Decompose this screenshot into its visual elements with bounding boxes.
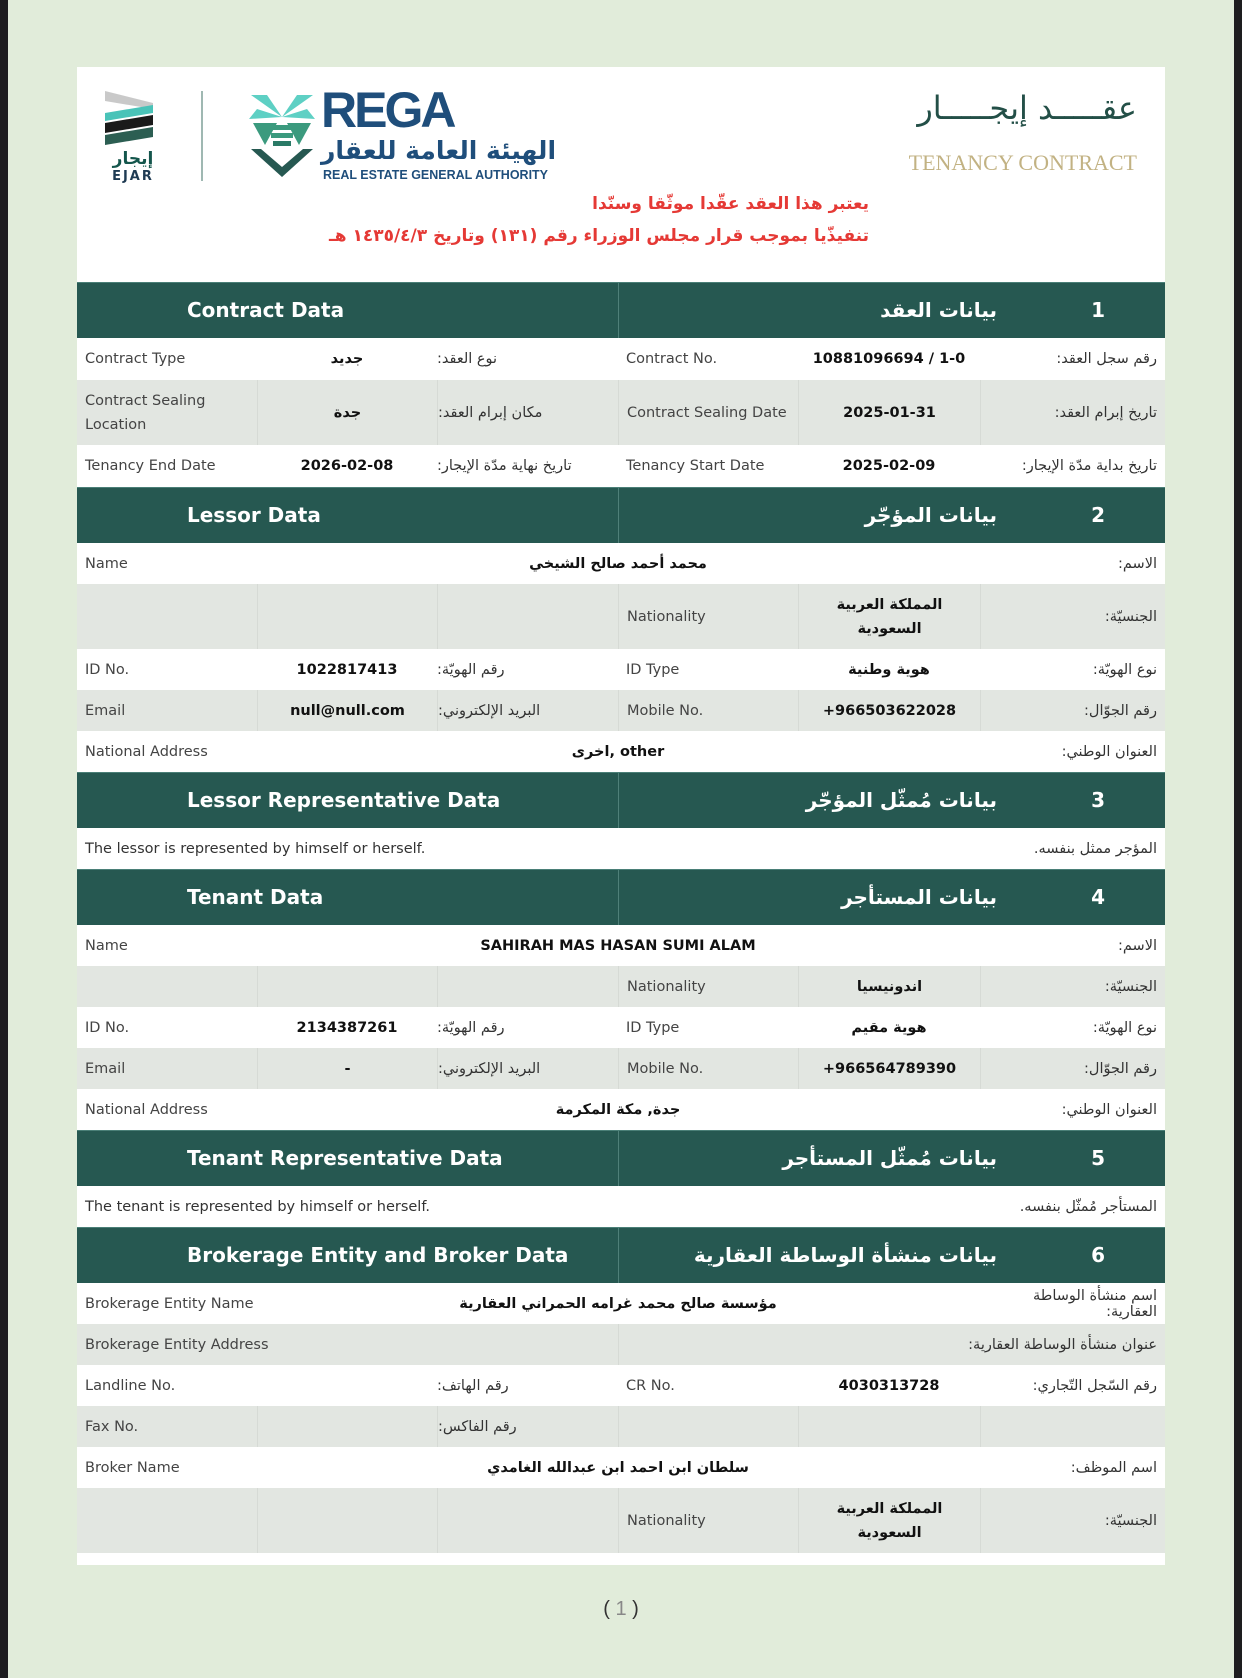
field-value: المملكة العربية السعودية: [798, 584, 980, 649]
field-label-en: Mobile No.: [618, 690, 798, 731]
page-number-close: ): [632, 1598, 639, 1620]
representation-text-en: The lessor is represented by himself or herself.: [85, 840, 426, 857]
field-value: جدة: [257, 380, 437, 445]
field-label-en: Contract Sealing Date: [618, 380, 798, 445]
empty-cell: [618, 1406, 798, 1447]
field-label-ar: نوع الهويّة:: [1092, 1019, 1157, 1036]
table-row: [77, 543, 1165, 584]
page-number-open: (: [603, 1598, 610, 1620]
ejar-logo: [101, 89, 161, 184]
ejar-logo-ar: إيجار: [112, 149, 154, 169]
field-value: +966503622028: [798, 690, 980, 731]
field-label-en: Tenancy End Date: [85, 458, 216, 474]
rega-logo-ar: الهيئة العامة للعقار: [321, 136, 557, 165]
field-label-ar: الجنسيّة:: [980, 966, 1165, 1007]
field-label-ar: رقم سجل العقد:: [1056, 351, 1157, 367]
field-label-ar: رقم الهاتف:: [437, 1377, 509, 1394]
legal-notice-line-2: تنفيذّيا بموجب قرار مجلس الوزراء رقم (١٣١) وتاريخ ١٤٣٥/٤/٣ هـ: [328, 226, 869, 246]
field-label-en: Contract Type: [85, 351, 186, 367]
window-frame-right: [1234, 0, 1242, 1678]
section-title-ar: بيانات المؤجّر: [864, 503, 997, 527]
field-label-en: Mobile No.: [618, 1048, 798, 1089]
rega-logo-subtitle: REAL ESTATE GENERAL AUTHORITY: [323, 168, 549, 182]
field-value: 2026-02-08: [300, 458, 394, 474]
legal-notice-line-1: يعتبر هذا العقد عقّدا موثّقا وسنّدا: [592, 194, 869, 214]
field-label-ar: عنوان منشأة الوساطة العقارية:: [618, 1324, 1165, 1365]
field-label-en: Name: [85, 555, 128, 572]
field-label-en: Name: [85, 937, 128, 954]
field-value: 1022817413: [296, 661, 398, 678]
field-value: محمد أحمد صالح الشيخي: [529, 555, 707, 572]
table-row: [77, 1283, 1165, 1324]
table-row: [77, 445, 1165, 487]
page-number-value: 1: [615, 1598, 627, 1620]
section-title-ar: بيانات المستأجر: [841, 885, 997, 909]
section-header: [77, 1227, 1165, 1283]
field-label-en: National Address: [85, 743, 208, 760]
field-label-ar: اسم الموظف:: [1070, 1459, 1157, 1476]
logo-divider: [201, 91, 203, 181]
section-title-en: Lessor Representative Data: [187, 788, 501, 812]
table-row: [77, 828, 1165, 869]
field-label-en: ID No.: [85, 1019, 130, 1036]
empty-cell: [437, 584, 618, 649]
table-row: [77, 1447, 1165, 1488]
field-label-en: CR No.: [626, 1377, 675, 1394]
section-title-ar: بيانات منشأة الوساطة العقارية: [693, 1243, 997, 1267]
document-header: [77, 67, 1165, 282]
rega-logo-en: REGA: [321, 82, 454, 138]
table-row: [77, 1406, 1165, 1447]
field-label-ar: رقم الهويّة:: [437, 661, 505, 678]
field-label-en: Brokerage Entity Name: [85, 1295, 254, 1312]
section-header: [77, 487, 1165, 543]
field-label-en: ID No.: [85, 661, 130, 678]
field-value: هوية وطنية: [848, 661, 930, 678]
representation-text-en: The tenant is represented by himself or herself.: [85, 1198, 430, 1215]
table-row: [77, 584, 1165, 649]
empty-cell: [257, 1406, 437, 1447]
section-title-en: Tenant Representative Data: [187, 1146, 503, 1170]
section-title-en: Contract Data: [187, 298, 345, 322]
field-value: جدة, مكة المكرمة: [555, 1101, 681, 1118]
field-label-ar: تاريخ بداية مدّة الإيجار:: [1021, 458, 1157, 474]
field-value: -: [257, 1048, 437, 1089]
field-value: هوية مقيم: [851, 1019, 927, 1036]
field-label-en: Tenancy Start Date: [626, 458, 765, 474]
section-lessor-representative: [77, 772, 1165, 869]
table-row: [77, 1089, 1165, 1130]
field-label-ar: رقم الهويّة:: [437, 1019, 505, 1036]
empty-cell: [798, 1406, 980, 1447]
field-value: جديد: [330, 351, 364, 367]
window-frame-left: [0, 0, 8, 1678]
field-label-en: Nationality: [618, 1488, 798, 1553]
table-row: [77, 925, 1165, 966]
field-value: +966564789390: [798, 1048, 980, 1089]
field-label-ar: العنوان الوطني:: [1061, 743, 1157, 760]
field-label-en: ID Type: [626, 1019, 680, 1036]
section-title-en: Tenant Data: [187, 885, 324, 909]
field-label-ar: البريد الإلكتروني:: [437, 690, 618, 731]
empty-cell: [437, 1488, 618, 1553]
empty-cell: [77, 584, 257, 649]
field-label-ar: البريد الإلكتروني:: [437, 1048, 618, 1089]
table-row: [77, 1488, 1165, 1553]
document-page: [77, 67, 1165, 1565]
section-lessor-data: [77, 487, 1165, 772]
field-label-ar: رقم الجوّال:: [980, 1048, 1165, 1089]
field-label-ar: نوع العقد:: [437, 351, 498, 367]
field-label-ar: رقم السّجل التّجاري:: [1032, 1377, 1157, 1394]
section-title-ar: بيانات العقد: [880, 298, 997, 322]
section-number: 2: [1091, 503, 1105, 527]
section-header: [77, 772, 1165, 828]
ejar-logo-en: EJAR: [112, 169, 154, 184]
table-row: [77, 1048, 1165, 1089]
empty-cell: [257, 1488, 437, 1553]
field-label-ar: تاريخ نهاية مدّة الإيجار:: [437, 458, 572, 474]
section-brokerage-data: [77, 1227, 1165, 1553]
table-row: [77, 1007, 1165, 1048]
section-title-en: Brokerage Entity and Broker Data: [187, 1243, 569, 1267]
field-label-ar: الاسم:: [1118, 937, 1157, 954]
section-number: 3: [1091, 788, 1105, 812]
section-number: 6: [1091, 1243, 1105, 1267]
field-label-ar: الجنسيّة:: [980, 584, 1165, 649]
table-row: [77, 966, 1165, 1007]
field-label-ar: الجنسيّة:: [980, 1488, 1165, 1553]
empty-cell: [257, 1365, 437, 1406]
empty-cell: [257, 966, 437, 1007]
empty-cell: [980, 1406, 1165, 1447]
field-value: 2025-02-09: [842, 458, 936, 474]
field-value: null@null.com: [257, 690, 437, 731]
field-value: اخرى, other: [571, 743, 665, 760]
field-label-ar: العنوان الوطني:: [1061, 1101, 1157, 1118]
field-value: 4030313728: [838, 1377, 940, 1394]
rega-palm-icon: [247, 89, 317, 179]
field-label-ar: تاريخ إبرام العقد:: [980, 380, 1165, 445]
section-contract-data: [77, 282, 1165, 487]
field-value: 2134387261: [296, 1019, 398, 1036]
field-label-en: Contract Sealing Location: [85, 392, 206, 433]
section-tenant-representative: [77, 1130, 1165, 1227]
field-label-en: ID Type: [626, 661, 680, 678]
empty-cell: [437, 966, 618, 1007]
field-label-en: Nationality: [618, 584, 798, 649]
field-label-en: Fax No.: [85, 1418, 139, 1435]
section-header: [77, 1130, 1165, 1186]
section-number: 4: [1091, 885, 1105, 909]
table-row: [77, 380, 1165, 445]
field-label-ar: الاسم:: [1118, 555, 1157, 572]
field-label-ar: اسم منشأة الوساطة العقارية:: [1033, 1287, 1157, 1320]
field-label-en: Broker Name: [85, 1459, 180, 1476]
table-row: [77, 649, 1165, 690]
empty-cell: [77, 966, 257, 1007]
field-value: SAHIRAH MAS HASAN SUMI ALAM: [480, 937, 756, 954]
field-label-ar: مكان إبرام العقد:: [437, 380, 618, 445]
field-value: مؤسسة صالح محمد غرامه الحمراني العقارية: [459, 1295, 777, 1312]
field-label-en: Email: [85, 1060, 126, 1077]
table-row: [77, 1365, 1165, 1406]
field-label-ar: رقم الفاكس:: [437, 1406, 618, 1447]
ejar-logo-icon: [101, 89, 161, 149]
table-row: [77, 690, 1165, 731]
page-number: [0, 1598, 1242, 1621]
field-label-en: Nationality: [618, 966, 798, 1007]
field-value: 2025-01-31: [798, 380, 980, 445]
section-title-ar: بيانات مُمثّل المؤجّر: [805, 788, 997, 812]
section-header: [77, 282, 1165, 338]
section-tenant-data: [77, 869, 1165, 1130]
field-label-en: Landline No.: [85, 1377, 176, 1394]
empty-cell: [77, 1488, 257, 1553]
field-label-en: Email: [85, 702, 126, 719]
section-header: [77, 869, 1165, 925]
field-value: 10881096694 / 1-0: [812, 351, 966, 367]
table-row: [77, 338, 1165, 380]
section-number: 1: [1091, 298, 1105, 322]
document-title-en: TENANCY CONTRACT: [908, 150, 1137, 175]
table-row: [77, 1186, 1165, 1227]
field-label-en: Brokerage Entity Address: [85, 1336, 269, 1353]
representation-text-ar: المستأجر مُمثّل بنفسه.: [1019, 1198, 1157, 1215]
field-value: سلطان ابن احمد ابن عبدالله الغامدي: [487, 1459, 749, 1476]
field-label-en: Contract No.: [626, 351, 718, 367]
field-value: المملكة العربية السعودية: [798, 1488, 980, 1553]
section-title-en: Lessor Data: [187, 503, 321, 527]
empty-cell: [257, 584, 437, 649]
field-value: اندونيسيا: [798, 966, 980, 1007]
section-title-ar: بيانات مُمثّل المستأجر: [782, 1146, 997, 1170]
field-label-ar: نوع الهويّة:: [1092, 661, 1157, 678]
table-row: [77, 731, 1165, 772]
section-number: 5: [1091, 1146, 1105, 1170]
field-label-ar: رقم الجوّال:: [980, 690, 1165, 731]
representation-text-ar: المؤجر ممثل بنفسه.: [1033, 840, 1157, 857]
table-row: [77, 1324, 1165, 1365]
field-label-en: National Address: [85, 1101, 208, 1118]
document-title-ar: عقـــــد إيجـــــار: [917, 89, 1137, 127]
